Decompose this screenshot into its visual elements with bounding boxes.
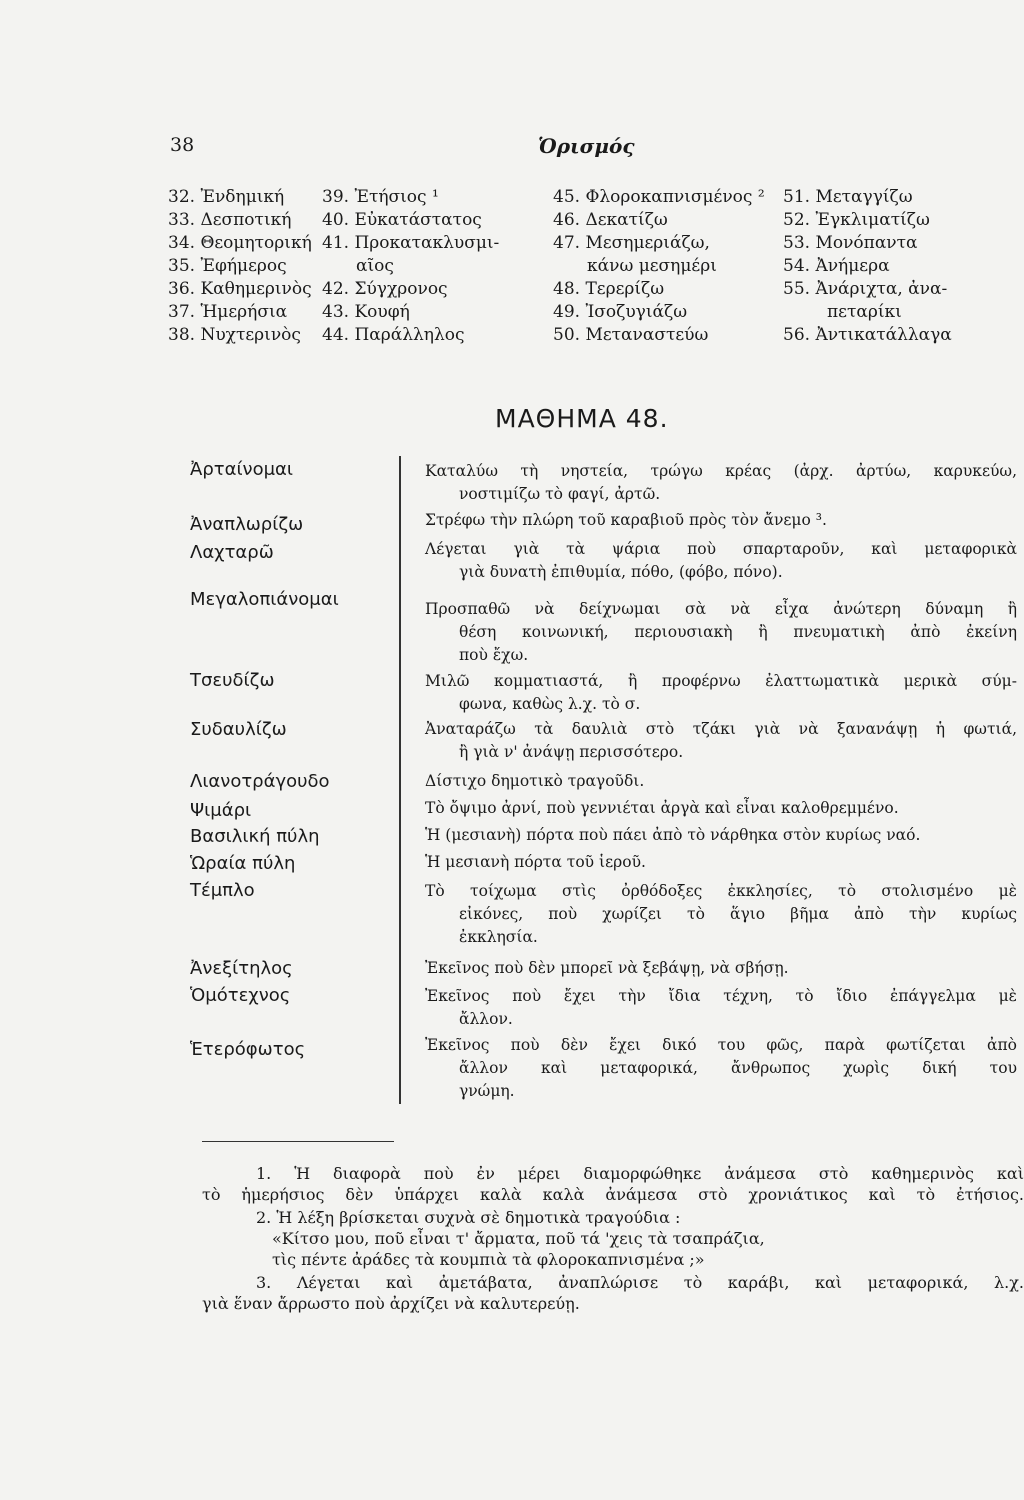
term: Μεγαλοπιάνομαι bbox=[190, 589, 339, 610]
definition: Τὸ τοίχωμα στὶς ὀρθόδοξες ἐκκλησίες, τὸ στολισμένο μὲ εἰκόνες, ποὺ χωρίζει τὸ ἅγιο βῆμα ἀπὸ τὴν κυρίως ἐκκλησία. bbox=[425, 882, 1017, 946]
definition: Καταλύω τὴ νηστεία, τρώγω κρέας (ἀρχ. ἀρτύω, καρυκεύω, νοστιμίζω τὸ φαγί, ἀρτῶ. bbox=[425, 462, 1017, 503]
definition: Ἡ (μεσιανὴ) πόρτα ποὺ πάει ἀπὸ τὸ νάρθηκα στὸν κυρίως ναό. bbox=[425, 826, 921, 844]
term: Ἑτερόφωτος bbox=[190, 1039, 306, 1060]
term: Συδαυλίζω bbox=[190, 719, 287, 740]
term: Ἀνεξίτηλος bbox=[190, 958, 293, 979]
running-title: Ὁρισμός bbox=[538, 134, 635, 158]
page-number: 38 bbox=[170, 134, 195, 156]
term: Ψιμάρι bbox=[190, 800, 252, 821]
term: Τέμπλο bbox=[190, 880, 255, 901]
vocab-item: 45. Φλοροκαπνισμένος ² bbox=[553, 187, 765, 207]
definition: Ἐκεῖνος ποὺ δὲν μπορεῖ νὰ ξεβάψῃ, νὰ σβήσῃ. bbox=[425, 959, 789, 977]
definition: Δίστιχο δημοτικὸ τραγοῦδι. bbox=[425, 772, 645, 790]
term: Ἀρταίνομαι bbox=[190, 459, 294, 480]
footnote-rule bbox=[202, 1141, 394, 1142]
vocab-item: 50. Μεταναστεύω bbox=[553, 325, 709, 345]
vocab-item: 41. Προκατακλυσμι- bbox=[322, 233, 500, 253]
vocab-item: 33. Δεσποτική bbox=[168, 210, 292, 230]
vocab-item: κάνω μεσημέρι bbox=[587, 256, 717, 276]
vocab-item: 46. Δεκατίζω bbox=[553, 210, 668, 230]
definition: Τὸ ὄψιμο ἀρνί, ποὺ γεννιέται ἀργὰ καὶ εἶναι καλοθρεμμένο. bbox=[425, 799, 899, 817]
vocab-item: πεταρίκι bbox=[827, 302, 902, 322]
term: Λαχταρῶ bbox=[190, 542, 274, 563]
vocab-column-3 bbox=[553, 186, 765, 347]
vocab-item: 54. Ἀνήμερα bbox=[783, 256, 890, 276]
vocab-item: 51. Μεταγγίζω bbox=[783, 187, 913, 207]
definition: Ἡ μεσιανὴ πόρτα τοῦ ἱεροῦ. bbox=[425, 853, 646, 871]
vocab-item: αῖος bbox=[356, 256, 394, 276]
definition: Μιλῶ κομματιαστά, ἢ προφέρνω ἐλαττωματικὰ μερικὰ σύμ- φωνα, καθὼς λ.χ. τὸ σ. bbox=[425, 672, 1017, 713]
vocab-item: 36. Καθημερινὸς bbox=[168, 279, 312, 299]
vocab-column-4 bbox=[783, 186, 952, 347]
definition: Ἀναταράζω τὰ δαυλιὰ στὸ τζάκι γιὰ νὰ ξανανάψῃ ἡ φωτιά, ἢ γιὰ ν' ἀνάψῃ περισσότερο. bbox=[425, 720, 1017, 761]
term: Τσευδίζω bbox=[190, 670, 275, 691]
vocab-item: 48. Τερερίζω bbox=[553, 279, 665, 299]
vocab-item: 49. Ἰσοζυγιάζω bbox=[553, 302, 688, 322]
vocab-column-1 bbox=[168, 186, 312, 347]
column-divider bbox=[399, 456, 401, 1104]
vocab-item: 39. Ἐτήσιος ¹ bbox=[322, 187, 439, 207]
vocab-item: 40. Εὐκατάστατος bbox=[322, 210, 482, 230]
vocab-item: 53. Μονόπαντα bbox=[783, 233, 918, 253]
footnote-3: 3. Λέγεται καὶ ἀμετάβατα, ἀναπλώρισε τὸ καράβι, καὶ μεταφορικά, λ.χ. γιὰ ἕναν ἄρρωστο ποὺ ἀρχίζει νὰ καλυτερεύῃ. bbox=[202, 1273, 1024, 1313]
definition: Ἐκεῖνος ποὺ ἔχει τὴν ἴδια τέχνη, τὸ ἴδιο ἐπάγγελμα μὲ ἄλλον. bbox=[425, 987, 1017, 1028]
vocab-item: 42. Σύγχρονος bbox=[322, 279, 448, 299]
vocab-item: 55. Ἀνάριχτα, ἀνα- bbox=[783, 279, 948, 299]
vocab-item: 37. Ἡμερήσια bbox=[168, 302, 288, 322]
vocab-column-2 bbox=[322, 186, 499, 347]
vocab-item: 34. Θεομητορική bbox=[168, 233, 312, 253]
term: Ἀναπλωρίζω bbox=[190, 514, 304, 535]
term: Λιανοτράγουδο bbox=[190, 771, 330, 792]
footnote-2: 2. Ἡ λέξη βρίσκεται συχνὰ σὲ δημοτικὰ τραγούδια : «Κίτσο μου, ποῦ εἶναι τ' ἄρματα, ποῦ τά 'χεις τὰ τσαπράζια, τὶς πέντε ἀράδες τὰ κουμπιὰ τὰ φλοροκαπνισμένα ;» bbox=[256, 1208, 765, 1269]
term: Ὁμότεχνος bbox=[190, 985, 291, 1006]
definition: Στρέφω τὴν πλώρη τοῦ καραβιοῦ πρὸς τὸν ἄνεμο ³. bbox=[425, 511, 827, 529]
term: Ὡραία πύλη bbox=[190, 853, 296, 874]
vocab-item: 47. Μεσημεριάζω, bbox=[553, 233, 710, 253]
vocab-item: 38. Νυχτερινὸς bbox=[168, 325, 301, 345]
definition: Προσπαθῶ νὰ δείχνωμαι σὰ νὰ εἶχα ἀνώτερη δύναμη ἢ θέση κοινωνική, περιουσιακὴ ἢ πνευματικὴ ἀπὸ ἐκείνη ποὺ ἔχω. bbox=[425, 600, 1017, 664]
lesson-title: ΜΑΘΗΜΑ 48. bbox=[495, 404, 669, 433]
vocab-item: 32. Ἐνδημική bbox=[168, 187, 285, 207]
definition: Ἐκεῖνος ποὺ δὲν ἔχει δικό του φῶς, παρὰ φωτίζεται ἀπὸ ἄλλον καὶ μεταφορικά, ἄνθρωπος χωρὶς δική του γνώμη. bbox=[425, 1036, 1017, 1100]
vocab-item: 35. Ἐφήμερος bbox=[168, 256, 287, 276]
footnote-1: 1. Ἡ διαφορὰ ποὺ ἐν μέρει διαμορφώθηκε ἀνάμεσα στὸ καθημερινὸς καὶ τὸ ἡμερήσιος δὲν ὑπάρχει καλὰ καλὰ ἀνάμεσα στὸ χρονιάτικος καὶ τὸ ἐτήσιος. bbox=[202, 1164, 1024, 1204]
vocab-item: 44. Παράλληλος bbox=[322, 325, 465, 345]
term: Βασιλική πύλη bbox=[190, 826, 320, 847]
vocab-item: 56. Ἀντικατάλλαγα bbox=[783, 325, 952, 345]
vocab-item: 52. Ἐγκλιματίζω bbox=[783, 210, 930, 230]
vocab-item: 43. Κουφή bbox=[322, 302, 410, 322]
definition: Λέγεται γιὰ τὰ ψάρια ποὺ σπαρταροῦν, καὶ μεταφορικὰ γιὰ δυνατὴ ἐπιθυμία, πόθο, (φόβο, πόνο). bbox=[425, 540, 1017, 581]
